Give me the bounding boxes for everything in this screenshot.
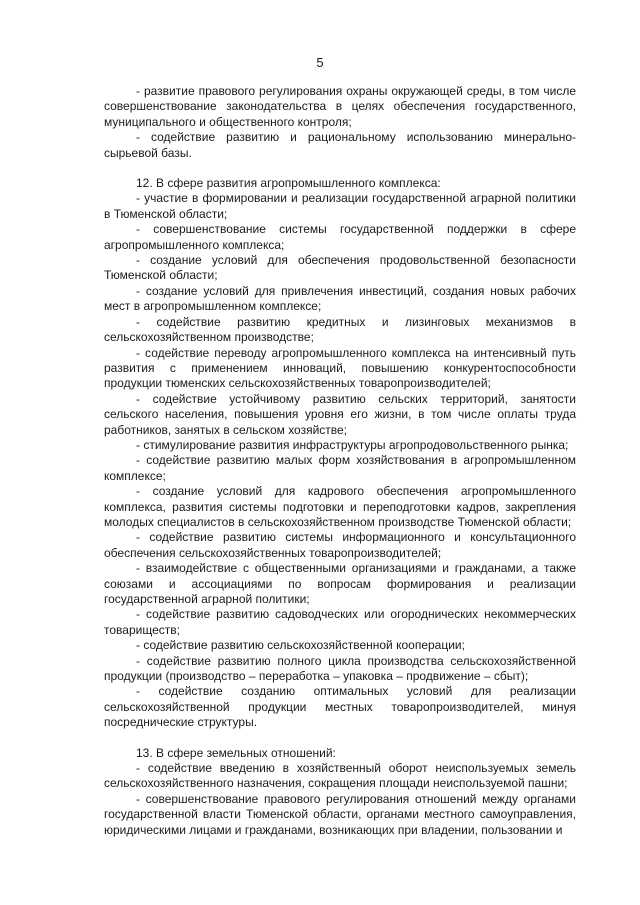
paragraph: - создание условий для обеспечения продовольственной безопасности Тюменской области; xyxy=(104,253,576,283)
page-number: 5 xyxy=(316,55,324,70)
paragraph: - совершенствование системы государственной поддержки в сфере агропромышленного комплекса; xyxy=(104,222,576,252)
paragraph: - содействие развитию системы информационного и консультационного обеспечения сельскохозяйственных товаропроизводителей; xyxy=(104,530,576,560)
paragraph: - содействие развитию садоводческих или огороднических некоммерческих товариществ; xyxy=(104,607,576,637)
paragraph-mineral-resources: - содействие развитию и рациональному использованию минерально-сырьевой базы. xyxy=(104,130,576,160)
paragraph: - создание условий для привлечения инвестиций, создания новых рабочих мест в агропромышленном комплексе; xyxy=(104,283,576,314)
document-body xyxy=(104,84,576,838)
section-heading-agro: 12. В сфере развития агропромышленного комплекса: xyxy=(136,176,441,191)
paragraph: - содействие развитию полного цикла производства сельскохозяйственной продукции (производство – переработка – упаковка – продвижение – сбыт); xyxy=(104,653,576,684)
paragraph: - содействие развитию малых форм хозяйствования в агропромышленном комплексе; xyxy=(104,453,576,483)
paragraph: - участие в формировании и реализации государственной аграрной политики в Тюменской области; xyxy=(104,191,576,221)
paragraph: - содействие переводу агропромышленного комплекса на интенсивный путь развития с применением инноваций, повышению конкурентоспособности продукции тюменских сельскохозяйственных товаропроизводителей; xyxy=(104,345,576,391)
paragraph: - взаимодействие с общественными организациями и гражданами, а также союзами и ассоциациями по вопросам формирования и реализации государственной аграрной политики; xyxy=(104,561,576,606)
paragraph: - содействие развитию кредитных и лизинговых механизмов в сельскохозяйственном производстве; xyxy=(104,314,576,345)
paragraph: - содействие развитию сельскохозяйственной кооперации; xyxy=(136,638,465,653)
paragraph: - создание условий для кадрового обеспечения агропромышленного комплекса, развития системы подготовки и переподготовки кадров, закрепления молодых специалистов в сельскохозяйственном производстве Тюменской области; xyxy=(104,484,576,529)
paragraph: - совершенствование правового регулирования отношений между органами государственной власти Тюменской области, органами местного самоуправления, юридическими лицами и гражданами, возникающих при владении, пользовании и xyxy=(104,791,576,837)
paragraph-environment-law: - развитие правового регулирования охраны окружающей среды, в том числе совершенствование законодательства в целях обеспечения государственного, муниципального и общественного контроля; xyxy=(104,84,576,129)
paragraph: - содействие созданию оптимальных условий для реализации сельскохозяйственной продукции местных товаропроизводителей, минуя посреднические структуры. xyxy=(104,684,576,730)
paragraph: - стимулирование развития инфраструктуры агропродовольственного рынка; xyxy=(136,437,569,452)
paragraph: - содействие устойчивому развитию сельских территорий, занятости сельского населения, повышения уровня его жизни, в том числе оплаты труда работников, занятых в сельском хозяйстве; xyxy=(104,391,576,437)
paragraph: - содействие введению в хозяйственный оборот неиспользуемых земель сельскохозяйственного назначения, сокращения площади неиспользуемой пашни; xyxy=(104,761,576,791)
section-heading-land: 13. В сфере земельных отношений: xyxy=(136,745,336,760)
